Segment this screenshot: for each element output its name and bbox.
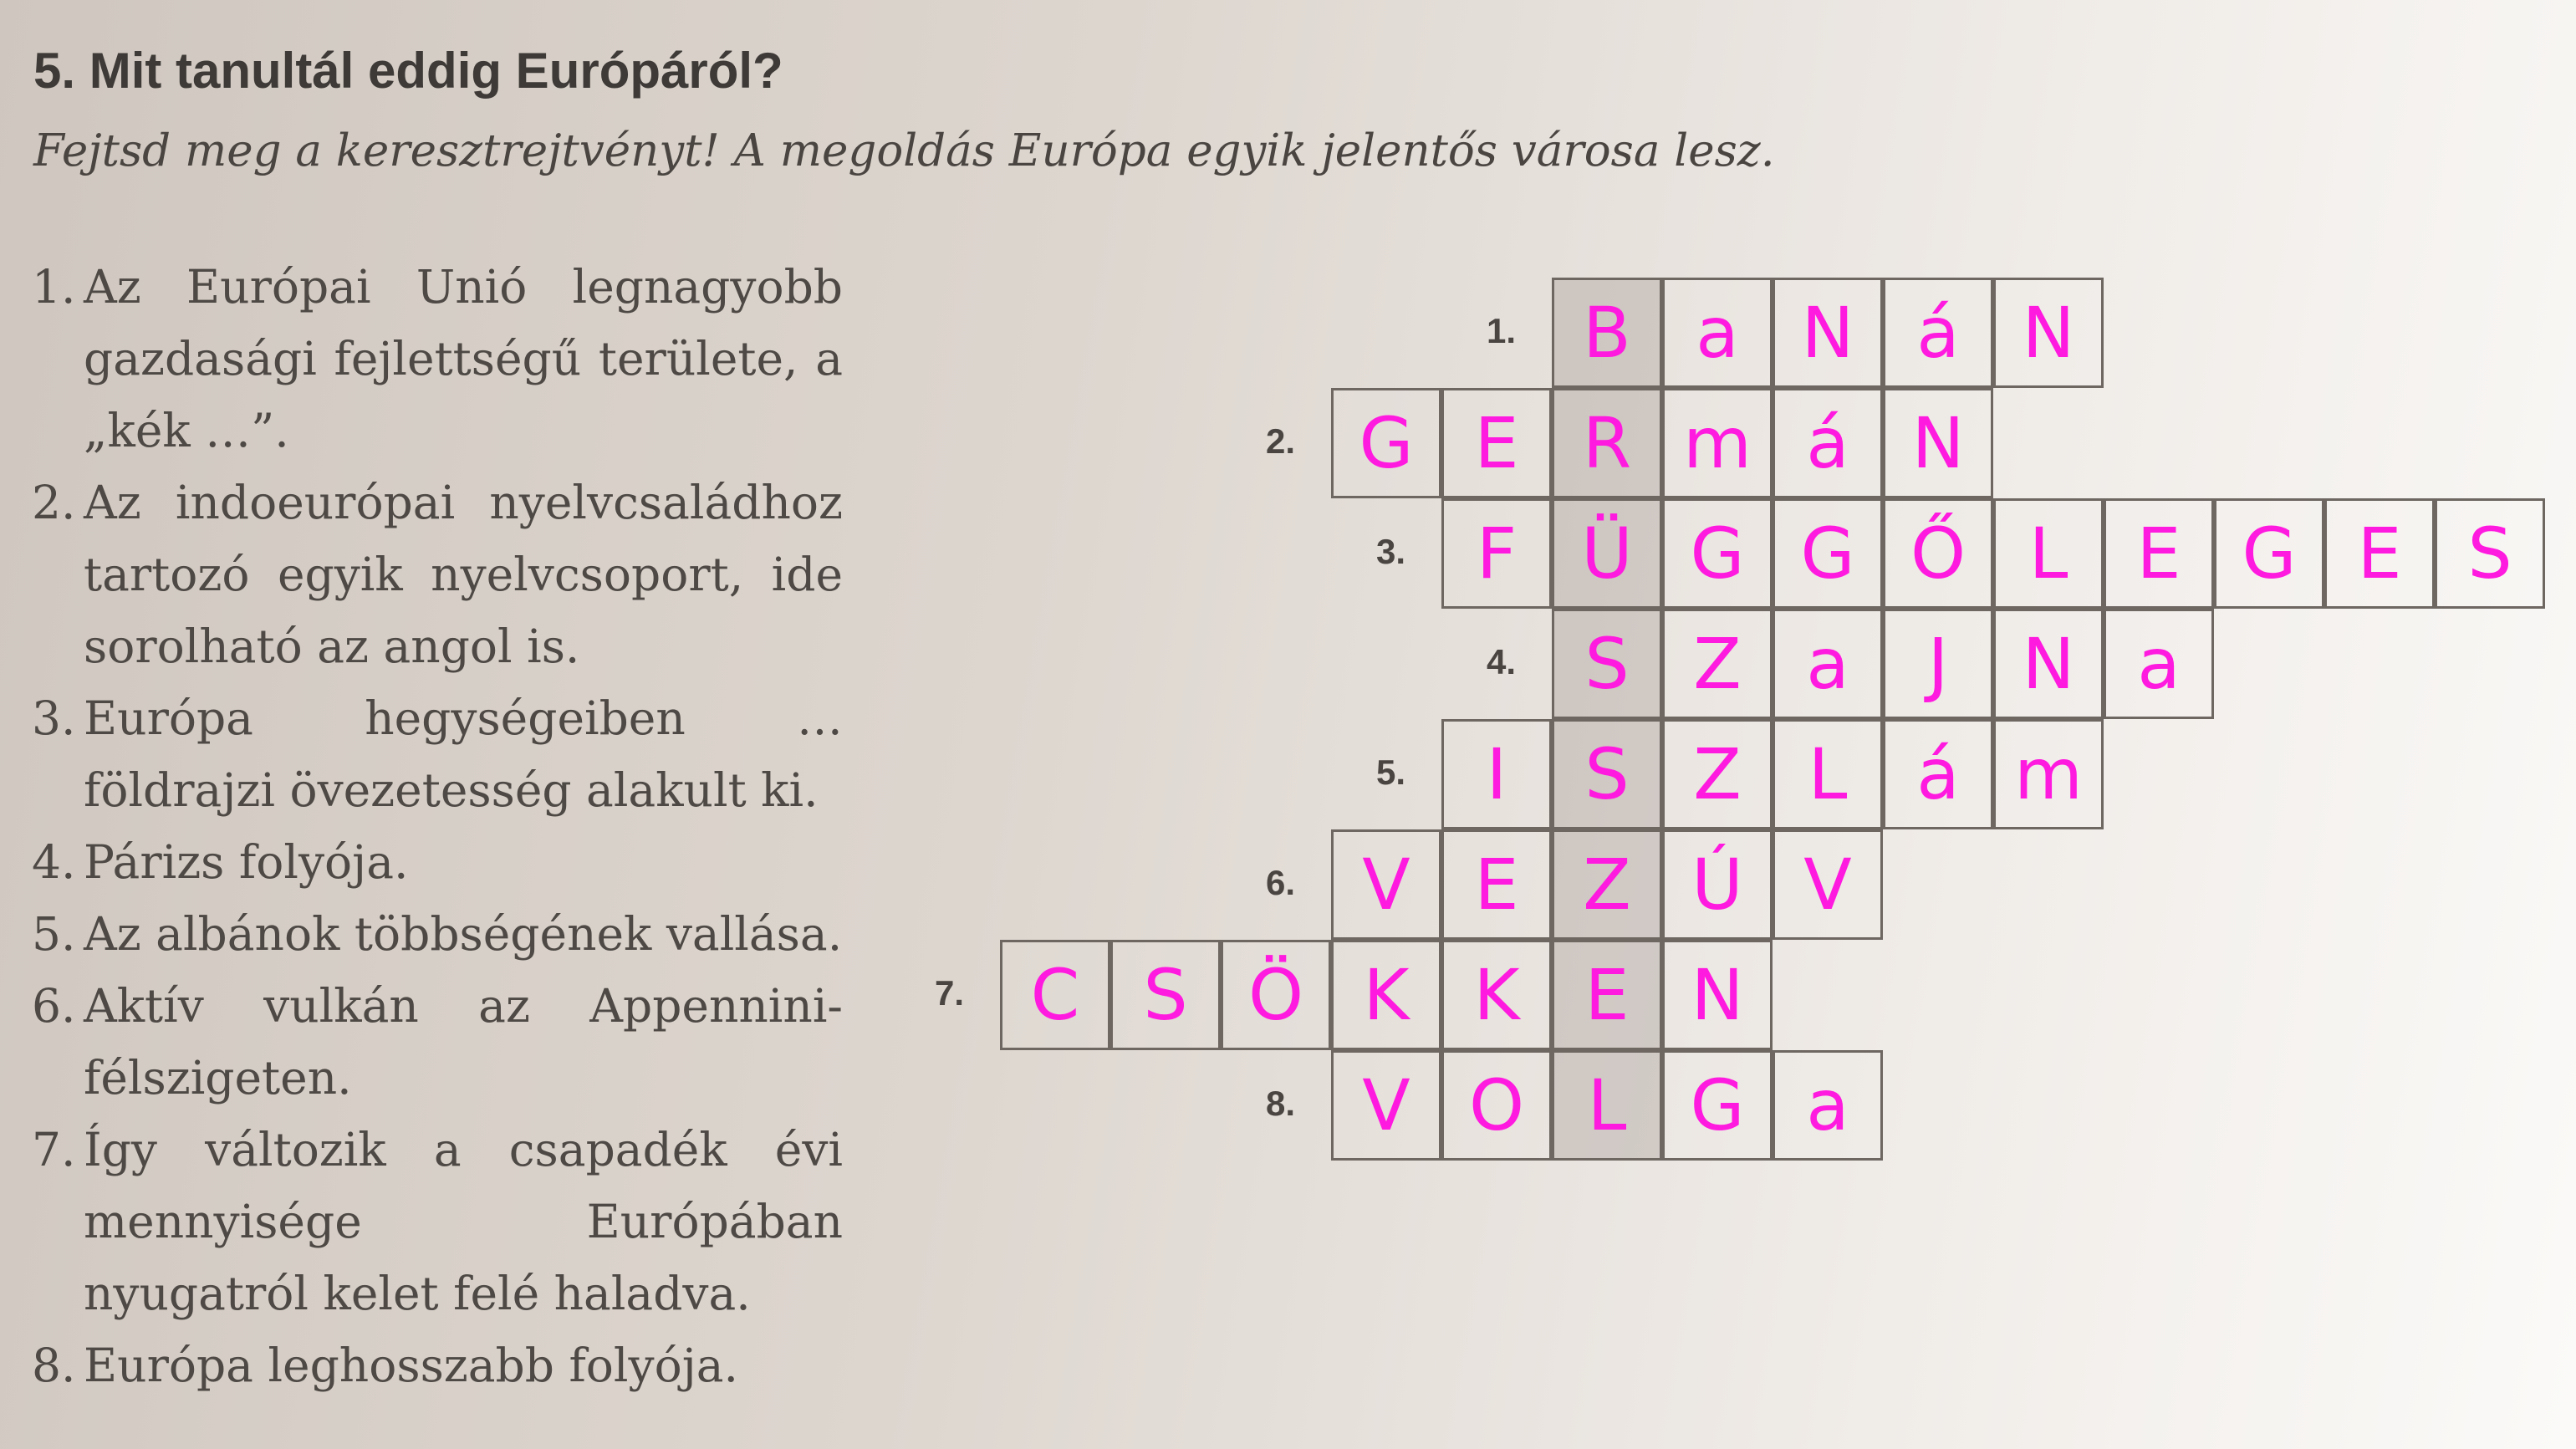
crossword-cell[interactable]: E xyxy=(2324,498,2435,609)
crossword-cell[interactable]: Z xyxy=(1662,609,1773,719)
crossword-cell[interactable]: S xyxy=(1552,609,1662,719)
crossword-cell[interactable]: G xyxy=(1331,388,1441,498)
crossword-row-number: 1. xyxy=(1487,311,1517,350)
crossword-cell[interactable]: G xyxy=(2214,498,2324,609)
crossword-cell[interactable]: L xyxy=(1993,498,2104,609)
crossword-cell[interactable]: á xyxy=(1773,388,1883,498)
clue-text: Így változik a csapadék évi mennyisége Európában nyugatról kelet felé haladva. xyxy=(84,1123,843,1320)
crossword-cell[interactable]: R xyxy=(1552,388,1662,498)
clue-text: Az indoeurópai nyelvcsaládhoz tartozó egyik nyelvcsoport, ide sorolható az angol is. xyxy=(84,476,843,673)
crossword-cell[interactable]: a xyxy=(1773,609,1883,719)
clue-text: Aktív vulkán az Appennini-félszigeten. xyxy=(84,979,843,1105)
crossword-cell[interactable]: a xyxy=(1773,1050,1883,1161)
crossword-cell[interactable]: S xyxy=(1110,940,1221,1050)
crossword-row-number: 2. xyxy=(1266,421,1296,461)
clue-text: Az albánok többségének vallása. xyxy=(84,907,843,961)
crossword-cell[interactable]: S xyxy=(2435,498,2545,609)
crossword-cell[interactable]: F xyxy=(1441,498,1552,609)
crossword-row-number: 7. xyxy=(935,973,965,1013)
crossword-row-number: 5. xyxy=(1376,753,1406,792)
crossword-cell[interactable]: E xyxy=(1552,940,1662,1050)
clue-text: Párizs folyója. xyxy=(84,835,409,889)
crossword-cell[interactable]: S xyxy=(1552,719,1662,829)
crossword-cell[interactable]: a xyxy=(2104,609,2214,719)
clue-number: 4. xyxy=(32,835,76,889)
crossword-row-number: 6. xyxy=(1266,863,1296,902)
crossword-cell[interactable]: N xyxy=(1662,940,1773,1050)
crossword-cell[interactable]: K xyxy=(1441,940,1552,1050)
crossword-cell[interactable]: Z xyxy=(1662,719,1773,829)
crossword-cell[interactable]: I xyxy=(1441,719,1552,829)
crossword-cell[interactable]: V xyxy=(1331,829,1441,940)
crossword-cell[interactable]: J xyxy=(1883,609,1993,719)
crossword-cell[interactable]: Ü xyxy=(1552,498,1662,609)
clue-number: 1. xyxy=(32,260,76,314)
crossword-cell[interactable]: L xyxy=(1773,719,1883,829)
crossword-cell[interactable]: E xyxy=(1441,388,1552,498)
crossword-row-number: 8. xyxy=(1266,1084,1296,1123)
clue-number: 5. xyxy=(32,907,76,961)
clue-number: 7. xyxy=(32,1123,76,1176)
crossword-cell[interactable]: N xyxy=(1883,388,1993,498)
crossword-cell[interactable]: Ú xyxy=(1662,829,1773,940)
crossword-row-number: 4. xyxy=(1487,642,1517,681)
clue-number: 6. xyxy=(32,979,76,1033)
crossword-cell[interactable]: E xyxy=(1441,829,1552,940)
crossword-cell[interactable]: á xyxy=(1883,278,1993,388)
crossword-cell[interactable]: m xyxy=(1993,719,2104,829)
crossword-cell[interactable]: G xyxy=(1773,498,1883,609)
clue-number: 8. xyxy=(32,1339,76,1392)
crossword-cell[interactable]: E xyxy=(2104,498,2214,609)
clue-text: Európa leghosszabb folyója. xyxy=(84,1339,739,1392)
crossword-cell[interactable]: C xyxy=(1000,940,1110,1050)
crossword-cell[interactable]: B xyxy=(1552,278,1662,388)
crossword-cell[interactable]: G xyxy=(1662,1050,1773,1161)
crossword-cell[interactable]: V xyxy=(1773,829,1883,940)
clue-text: Az Európai Unió legnagyobb gazdasági fejlettségű területe, a „kék …”. xyxy=(84,260,843,457)
crossword-cell[interactable]: L xyxy=(1552,1050,1662,1161)
crossword-cell[interactable]: G xyxy=(1662,498,1773,609)
crossword-cell[interactable]: K xyxy=(1331,940,1441,1050)
clue-number: 2. xyxy=(32,476,76,529)
crossword-cell[interactable]: Ö xyxy=(1221,940,1331,1050)
clue-text: Európa hegységeiben … földrajzi övezetesség alakult ki. xyxy=(84,691,843,817)
crossword-cell[interactable]: N xyxy=(1773,278,1883,388)
crossword-cell[interactable]: a xyxy=(1662,278,1773,388)
crossword-cell[interactable]: V xyxy=(1331,1050,1441,1161)
crossword-row-number: 3. xyxy=(1376,532,1406,571)
crossword-cell[interactable]: N xyxy=(1993,609,2104,719)
clue-number: 3. xyxy=(32,691,76,745)
crossword-cell[interactable]: m xyxy=(1662,388,1773,498)
crossword-cell[interactable]: Ő xyxy=(1883,498,1993,609)
task-title: 5. Mit tanultál eddig Európáról? xyxy=(33,43,783,99)
crossword-cell[interactable]: Z xyxy=(1552,829,1662,940)
crossword-cell[interactable]: O xyxy=(1441,1050,1552,1161)
task-instruction: Fejtsd meg a keresztrejtvényt! A megoldás Európa egyik jelentős városa lesz. xyxy=(33,125,1775,176)
crossword-cell[interactable]: á xyxy=(1883,719,1993,829)
crossword-cell[interactable]: N xyxy=(1993,278,2104,388)
